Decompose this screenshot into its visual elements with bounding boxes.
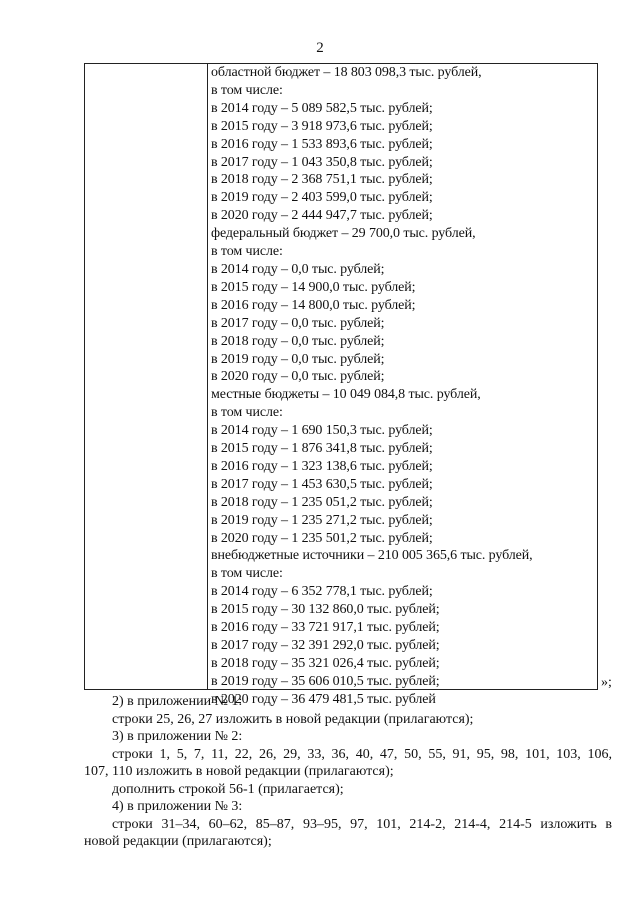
funding-line: в 2018 году – 35 321 026,4 тыс. рублей;: [211, 655, 440, 671]
funding-line: в 2018 году – 2 368 751,1 тыс. рублей;: [211, 172, 433, 188]
funding-line: в том числе:: [211, 82, 283, 98]
paragraph-appendix-2-add-row: дополнить строкой 56-1 (прилагается);: [112, 781, 344, 797]
funding-line: в 2015 году – 14 900,0 тыс. рублей;: [211, 279, 416, 295]
funding-line: в 2018 году – 1 235 051,2 тыс. рублей;: [211, 494, 433, 510]
funding-line: в 2020 году – 1 235 501,2 тыс. рублей;: [211, 530, 433, 546]
funding-line: в 2017 году – 32 391 292,0 тыс. рублей;: [211, 638, 440, 653]
funding-line: в том числе:: [211, 405, 283, 421]
amendments-text: [0, 693, 640, 851]
funding-line: в 2017 году – 0,0 тыс. рублей;: [211, 315, 385, 331]
funding-line: в 2019 году – 2 403 599,0 тыс. рублей;: [211, 190, 433, 206]
funding-line: в 2018 году – 0,0 тыс. рублей;: [211, 333, 385, 349]
paragraph-appendix-2-rows-cont: 107, 110 изложить в новой редакции (прилагаются);: [84, 764, 394, 779]
funding-line: внебюджетные источники – 210 005 365,6 тыс. рублей,: [211, 548, 533, 564]
paragraph-appendix-2: 3) в приложении № 2:: [112, 729, 243, 744]
table-right-cell: [209, 64, 597, 707]
funding-line: в 2020 году – 2 444 947,7 тыс. рублей;: [211, 208, 433, 224]
paragraph-appendix-3-rows-cont: новой редакции (прилагаются);: [84, 834, 272, 849]
funding-line: в 2020 году – 36 479 481,5 тыс. рублей: [211, 691, 436, 707]
funding-line: в 2014 году – 0,0 тыс. рублей;: [211, 261, 385, 277]
funding-line: в 2015 году – 30 132 860,0 тыс. рублей;: [211, 602, 440, 618]
paragraph-appendix-1-rows: строки 25, 26, 27 изложить в новой редакции (прилагаются);: [112, 711, 474, 727]
funding-line: в 2020 году – 0,0 тыс. рублей;: [211, 369, 385, 385]
funding-line: в 2014 году – 5 089 582,5 тыс. рублей;: [211, 100, 433, 116]
funding-line: в 2017 году – 1 043 350,8 тыс. рублей;: [211, 154, 433, 170]
funding-line: в 2016 году – 1 533 893,6 тыс. рублей;: [211, 136, 433, 152]
paragraph-appendix-1: 2) в приложении № 1:: [112, 694, 243, 709]
paragraph-appendix-3-rows: строки 31–34, 60–62, 85–87, 93–95, 97, 101, 214-2, 214-4, 214-5 изложить в: [112, 816, 612, 832]
closing-quote: »;: [601, 675, 612, 690]
table-left-cell: [85, 64, 208, 689]
funding-line: в том числе:: [211, 566, 283, 582]
funding-line: областной бюджет – 18 803 098,3 тыс. рублей,: [211, 65, 482, 80]
funding-line: в 2019 году – 1 235 271,2 тыс. рублей;: [211, 512, 433, 528]
funding-line: в 2014 году – 6 352 778,1 тыс. рублей;: [211, 584, 433, 600]
page-number: 2: [316, 40, 324, 56]
funding-line: в том числе:: [211, 244, 283, 260]
funding-line: в 2017 году – 1 453 630,5 тыс. рублей;: [211, 476, 433, 492]
funding-line: местные бюджеты – 10 049 084,8 тыс. рублей,: [211, 387, 481, 403]
funding-line: в 2019 году – 35 606 010,5 тыс. рублей;: [211, 673, 440, 689]
funding-line: в 2019 году – 0,0 тыс. рублей;: [211, 351, 385, 367]
funding-line: в 2015 году – 1 876 341,8 тыс. рублей;: [211, 441, 433, 457]
funding-line: в 2014 году – 1 690 150,3 тыс. рублей;: [211, 423, 433, 439]
funding-line: в 2016 году – 14 800,0 тыс. рублей;: [211, 297, 416, 313]
paragraph-appendix-3: 4) в приложении № 3:: [112, 799, 243, 814]
funding-line: в 2016 году – 1 323 138,6 тыс. рублей;: [211, 458, 433, 474]
funding-line: в 2016 году – 33 721 917,1 тыс. рублей;: [211, 620, 440, 636]
funding-line: в 2015 году – 3 918 973,6 тыс. рублей;: [211, 118, 433, 134]
funding-line: федеральный бюджет – 29 700,0 тыс. рублей,: [211, 226, 476, 242]
paragraph-appendix-2-rows: строки 1, 5, 7, 11, 22, 26, 29, 33, 36, 40, 47, 50, 55, 91, 95, 98, 101, 103, 106,: [112, 746, 612, 762]
